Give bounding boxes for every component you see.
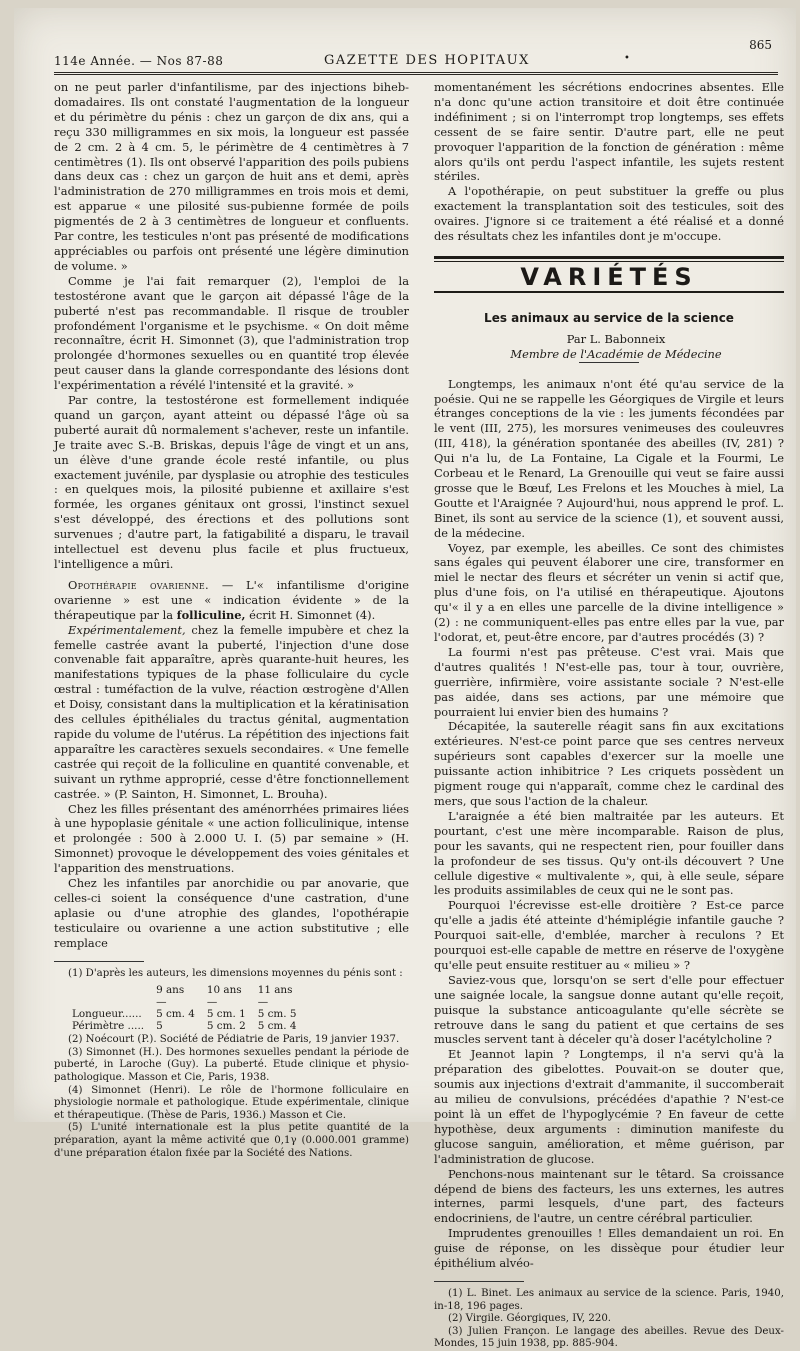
table-row — [72, 1008, 309, 1020]
journal-page — [14, 8, 796, 1350]
section-lead: Opothérapie ovarienne. — [68, 577, 209, 592]
paragraph: Et Jeannot lapin ? Longtemps, il n'a servi qu'à la préparation des gibelottes. Pouvait-on se douter que, soumis aux injections d'extrait d'ammanite, il succomberait au milieu de convulsions, précédées d'apathie ? N'est-ce point là un effet de l'hypoglycémie ? En faveur de cette hypothèse, deux arguments : diminution manifeste du glucose sanguin, amélioration, et même guérison, par l'administration de glucose. — [434, 1047, 784, 1166]
table-cell: — — [206, 996, 218, 1009]
section-rule — [434, 291, 784, 293]
section-title: VARIÉTÉS — [520, 262, 698, 291]
paragraph-text: chez la femelle impubère et chez la femelle castrée avant la puberté, l'injection d'une dose convenable fait apparaître, après quarante-huit heures, les manifestations typiques de la phase folliculaire du cycle œstral : tuméfaction de la vulve, réaction œstrogène d'Allen et Doisy, consistant dans la multiplication et la kératinisation des cellules épithéliales du tractus génital, augmentation rapide du volume de l'utérus. La répétition des injections fait apparaître les caractères sexuels secondaires. « Une femelle castrée qui reçoit de la folliculine en quantité convenable, et suivant un rythme approprié, cesse d'être fonctionnellement castrée. » (P. Sainton, H. Simonnet, L. Brouha). — [54, 622, 409, 801]
footnote: (3) Simonnet (H.). Des hormones sexuelles pendant la période de puberté, in Laroche (Guy). La puberté. Etude clinique et physio-pathologique. Masson et Cie, Paris, 1938. — [54, 1046, 409, 1083]
page-number: 865 — [749, 38, 772, 52]
paragraph: L'araignée a été bien maltraitée par les auteurs. Et pourtant, c'est une mère incomparable. Raison de plus, pour les savants, qui ne respectent rien, pour fouiller dans la profondeur de ses tissus. Qu'y ont-ils découvert ? Une cellule digestive « multivalente », qui, à elle seule, sépare les produits assimilables de ceux qui ne le sont pas. — [434, 808, 784, 898]
table-cell: 5 cm. 5 — [257, 1008, 297, 1021]
table-cell: 5 cm. 1 — [206, 1008, 246, 1021]
paragraph: Saviez-vous que, lorsqu'on se sert d'elle pour effectuer une saignée locale, la sangsue donne autant qu'elle reçoit, puisque la substance anticoagulante qu'elle sécrète se retrouve dans le sang du patient et que certains de ses muscles servent tant à déceler qu'à doser l'acétylcholine ? — [434, 972, 784, 1047]
table-cell: 5 cm. 2 — [206, 1020, 246, 1033]
table-row — [72, 1020, 309, 1032]
issue-label: 114e Année. — Nos 87-88 — [54, 54, 224, 68]
section-rule — [434, 256, 784, 262]
running-header — [54, 38, 778, 75]
footnote: (5) L'unité internationale est la plus petite quantité de la préparation, ayant la même activité que 0,1γ (0.000.001 gramme) d'une préparation étalon fixée par la Société des Nations. — [54, 1122, 409, 1159]
paragraph: A l'opothérapie, on peut substituer la greffe ou plus exactement la transplantation soit des testicules, soit des ovaires. J'ignore si ce traitement a été réalisé et a donné des résultats chez les infantiles dont je m'occupe. — [434, 184, 784, 244]
table-cell — [72, 984, 156, 996]
right-column — [434, 80, 784, 1351]
paragraph: La fourmi n'est pas prêteuse. C'est vrai. Mais que d'autres qualités ! N'est-elle pas, tour à tour, ouvrière, guerrière, infirmière, voire assistante sociale ? N'est-elle pas aidée, dans ses actions, par une mémoire que pourraient lui envier bien des humains ? — [434, 644, 784, 719]
paragraph: Voyez, par exemple, les abeilles. Ce sont des chimistes sans égales qui peuvent élaborer une cire, transformer en miel le nectar des fleurs et sécréter un venin si actif que, plus d'une fois, on l'a utilisé en thérapeutique. Ajoutons qu'« il y a en elles une parcelle de la divine intelligence » (2) : ne communiquent-elles pas entre elles par la vue, par l'odorat, et, peut-être encore, par d'autres procédés (3) ? — [434, 540, 784, 644]
paragraph: Longtemps, les animaux n'ont été qu'au service de la poésie. Qui ne se rappelle les Géorgiques de Virgile et leurs étranges conceptions de la vie : les juments fécondées par le vent (III, 275), les morsures venimeuses des couleuvres (III, 418), la génération spontanée des abeilles (IV, 281) ? Qui n'a lu, de La Fontaine, La Cigale et la Fourmi, Le Corbeau et le Renard, La Grenouille qui veut se faire aussi grosse que le Bœuf, Les Frelons et les Mouches à miel, La Goutte et l'Araignée ? Aujourd'hui, nous apprend le prof. L. Binet, ils sont au service de la science (1), et souvent aussi, de la médecine. — [434, 376, 784, 540]
bold-term: folliculine, — [176, 607, 246, 622]
footnote: (1) D'après les auteurs, les dimensions moyennes du pénis sont : — [68, 967, 403, 979]
paragraph: Par contre, la testostérone est formellement indiquée quand un garçon, ayant atteint ou dépassé l'âge où sa puberté aurait dû normalement s'achever, reste un infantile. Je traite avec S.-B. Briskas, depuis l'âge de vingt et un ans, un élève d'une grande école resté infantile, ou plus exactement juvénile, par dysplasie ou atrophie des testicules : en quelques mois, la pilosité pubienne et axillaire s'est formée, les organes génitaux ont grossi, l'instinct sexuel s'est développé, des érections et des pollutions sont survenues ; d'autre part, la fatigabilité a disparu, le travail intellectuel est devenu plus facile et plus fructueux, l'intelligence a mûri. — [54, 393, 409, 571]
dimensions-table — [72, 984, 309, 1032]
author-affiliation: Membre de l'Académie de Médecine — [510, 346, 722, 361]
journal-title: GAZETTE DES HOPITAUX — [324, 53, 530, 68]
paragraph — [54, 578, 409, 623]
table-cell: — — [257, 996, 269, 1009]
table-cell: 5 — [156, 1020, 163, 1033]
footnote: (1) L. Binet. Les animaux au service de la science. Paris, 1940, in-18, 196 pages. — [434, 1287, 784, 1312]
table-cell: — — [156, 996, 167, 1009]
paragraph: Décapitée, la sauterelle réagit sans fin aux excitations extérieures. N'est-ce point parce que ses centres nerveux supérieurs sont capables d'exercer sur la moelle une puissante action inhibitrice ? Les criquets possèdent un pigment rouge qui n'apparaît, comme chez le cardinal des mers, que sous l'action de la chaleur. — [434, 719, 784, 808]
left-column — [54, 80, 409, 1160]
table-cell: 5 cm. 4 — [257, 1020, 297, 1033]
italic-lead: Expérimentalement, — [68, 622, 186, 637]
paragraph: Imprudentes grenouilles ! Elles demandaient un roi. En guise de réponse, on les dissèque pour étudier leur épithélium alvéo- — [434, 1226, 784, 1271]
table-cell: 10 ans — [206, 984, 242, 997]
article-author: Par L. Babonneix — [566, 331, 666, 346]
header-mark: • — [624, 53, 630, 64]
paragraph-text: écrit H. Simonnet (4). — [245, 607, 376, 622]
footnote-rule — [54, 961, 144, 962]
paragraph — [54, 623, 409, 802]
table-cell: Longueur...... — [72, 1008, 142, 1021]
footnote-rule — [434, 1281, 524, 1282]
article-title: Les animaux au service de la science — [484, 310, 734, 325]
footnote: (4) Simonnet (Henri). Le rôle de l'hormone folliculaire en physiologie normale et pathologique. Etude expérimentale, clinique et thérapeutique. (Thèse de Paris, 1936.) Masson et Cie. — [54, 1084, 409, 1121]
paragraph: on ne peut parler d'infantilisme, par des injections biheb-domadaires. Ils ont constaté l'augmentation de la longueur et du périmètre du pénis : chez un garçon de dix ans, qui a reçu 330 milligrammes en six mois, la longueur est passée de 2 cm. 2 à 4 cm. 5, le périmètre de 4 centimètres à 7 centimètres (1). Ils ont observé l'apparition des poils pubiens dans deux cas : chez un garçon de huit ans et demi, après l'administration de 270 milligrammes en trois mois et demi, est apparue « une pilosité sus-pubienne formée de poils pigmentés de 2 à 3 centimètres de longueur et confluents. Par contre, les testicules n'ont pas présenté de modifications appréciables ou parfois ont présenté une légère diminution de volume. » — [54, 80, 409, 273]
table-row — [72, 996, 309, 1008]
footnote: (3) Julien Françon. Le langage des abeilles. Revue des Deux-Mondes, 15 juin 1938, pp. 885-904. — [434, 1325, 784, 1350]
footnote: (2) Virgile. Géorgiques, IV, 220. — [448, 1313, 612, 1325]
paragraph: Pourquoi l'écrevisse est-elle droitière ? Est-ce parce qu'elle a jadis été atteinte d'hémiplégie infantile gauche ? Pourquoi sait-elle, d'emblée, marcher à reculons ? Et pourquoi est-elle capable de mettre en réserve de l'oxygène qu'elle peut ensuite restituer au « milieu » ? — [434, 898, 784, 972]
article-rule — [579, 362, 639, 363]
footnote: (2) Noécourt (P.). Société de Pédiatrie de Paris, 19 janvier 1937. — [68, 1034, 400, 1046]
paragraph: Comme je l'ai fait remarquer (2), l'emploi de la testostérone avant que le garçon ait dépassé l'âge de la puberté n'est pas recommandable. Il risque de troubler profondément l'organisme et le psychisme. « On doit même reconnaître, écrit H. Simonnet (3), que l'administration trop prolongée d'hormones sexuelles ou en quantité trop élevée peut causer dans la glande correspondante des lésions dont l'expérimentation a révélé l'intensité et la gravité. » — [54, 273, 409, 393]
table-cell — [72, 996, 156, 1008]
table-cell: 5 cm. 4 — [156, 1008, 195, 1021]
paragraph: Penchons-nous maintenant sur le têtard. Sa croissance dépend de biens des facteurs, les uns externes, les autres internes, parmi lesquels, d'une part, des facteurs endocriniens, de l'autre, un centre cérébral particulier. — [434, 1166, 784, 1226]
paragraph: Chez les filles présentant des aménorrhées primaires liées à une hypoplasie génitale « une action folliculinique, intense et prolongée : 500 à 2.000 U. I. (5) par semaine » (H. Simonnet) provoque le développement des voies génitales et l'apparition des menstruations. — [54, 801, 409, 876]
table-cell: 11 ans — [257, 984, 293, 997]
paragraph: Chez les infantiles par anorchidie ou par anovarie, que celles-ci soient la conséquence d'une castration, d'une aplasie ou d'une atrophie des glandes, l'opothérapie testiculaire ou ovarienne a une action substitutive ; elle remplace — [54, 876, 409, 950]
paragraph: momentanément les sécrétions endocrines absentes. Elle n'a donc qu'une action transitoire et doit être continuée indéfiniment ; si on l'interrompt trop longtemps, ses effets cessent de se faire sentir. D'autre part, elle ne peut provoquer l'apparition de la fonction de génération : même alors qu'ils ont perdu l'aspect infantile, les sujets restent stériles. — [434, 80, 784, 184]
paragraph-text: — L'« infantilisme d'origine ovarienne » est une « indication évidente » de la thérapeutique par la — [54, 577, 410, 622]
table-cell: 9 ans — [156, 984, 185, 997]
table-cell: Périmètre ..... — [72, 1020, 145, 1033]
table-header-row — [72, 984, 309, 996]
